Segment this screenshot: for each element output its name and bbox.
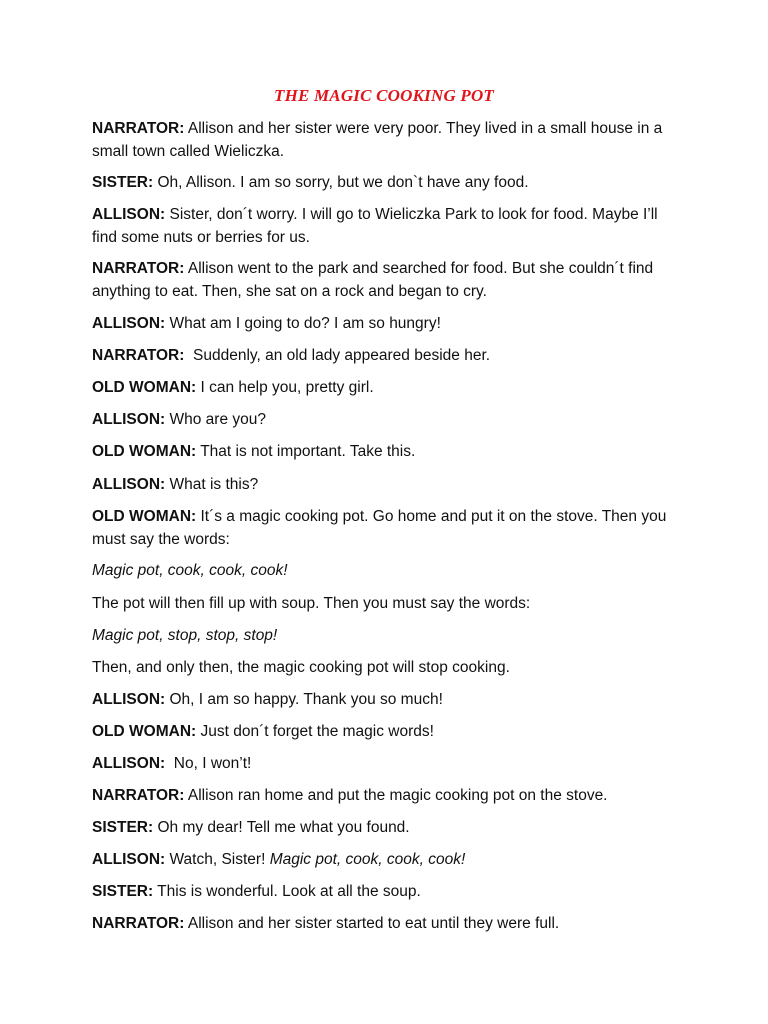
speaker-label: NARRATOR: (92, 120, 185, 137)
speaker-label: SISTER: (92, 819, 154, 836)
script-line (92, 313, 682, 336)
line-text: No, I won’t! (165, 755, 252, 772)
script-line (92, 689, 682, 712)
line-text: Watch, Sister! (165, 851, 270, 868)
magic-words-cook: Magic pot, cook, cook, cook! (92, 562, 288, 579)
line-text: Oh, Allison. I am so sorry, but we don`t have any food. (153, 174, 529, 191)
script-line (92, 377, 682, 400)
line-text: What is this? (165, 476, 259, 493)
line-text: Oh, I am so happy. Thank you so much! (165, 691, 443, 708)
speaker-label: SISTER: (92, 883, 154, 900)
script-line (92, 881, 682, 904)
speaker-label: NARRATOR: (92, 915, 185, 932)
speaker-label: ALLISON: (92, 851, 166, 868)
script-line (92, 258, 682, 303)
script-line (92, 204, 682, 249)
line-text: Oh my dear! Tell me what you found. (153, 819, 410, 836)
script-line (92, 506, 682, 551)
magic-words-stop: Magic pot, stop, stop, stop! (92, 627, 278, 644)
line-text: Allison and her sister were very poor. They lived in a small house in a small town called Wieliczka. (92, 120, 663, 160)
script-line (92, 474, 682, 497)
script-line (92, 913, 682, 936)
line-text: This is wonderful. Look at all the soup. (153, 883, 421, 900)
script-line (92, 785, 682, 808)
speaker-label: ALLISON: (92, 411, 166, 428)
line-text: Allison and her sister started to eat until they were full. (184, 915, 560, 932)
line-text: What am I going to do? I am so hungry! (165, 315, 441, 332)
speaker-label: NARRATOR: (92, 787, 185, 804)
script-line (92, 345, 682, 368)
script-line (92, 721, 682, 744)
speaker-label: OLD WOMAN: (92, 443, 197, 460)
speaker-label: NARRATOR: (92, 347, 185, 364)
line-text: Just don´t forget the magic words! (196, 723, 434, 740)
speaker-label: ALLISON: (92, 755, 166, 772)
speaker-label: ALLISON: (92, 206, 166, 223)
speaker-label: ALLISON: (92, 476, 166, 493)
speaker-label: NARRATOR: (92, 260, 185, 277)
speaker-label: ALLISON: (92, 315, 166, 332)
speaker-label: ALLISON: (92, 691, 166, 708)
line-text: Allison ran home and put the magic cooking pot on the stove. (184, 787, 608, 804)
line-text: Who are you? (165, 411, 266, 428)
line-text: It´s a magic cooking pot. Go home and put it on the stove. Then you must say the words: (92, 508, 667, 548)
script-line (92, 118, 682, 163)
narrative-line: Then, and only then, the magic cooking pot will stop cooking. (92, 659, 510, 676)
line-text: Suddenly, an old lady appeared beside her. (184, 347, 491, 364)
script-line (92, 849, 682, 872)
script-line (92, 441, 682, 464)
line-text: That is not important. Take this. (196, 443, 416, 460)
script-line (92, 172, 682, 195)
script-line (92, 409, 682, 432)
script-line (92, 753, 682, 776)
line-text: Allison went to the park and searched for food. But she couldn´t find anything to eat. Then, she sat on a rock and began to cry. (92, 260, 654, 300)
magic-words-inline: Magic pot, cook, cook, cook! (269, 851, 466, 868)
document-title: THE MAGIC COOKING POT (273, 86, 495, 105)
speaker-label: OLD WOMAN: (92, 723, 197, 740)
speaker-label: OLD WOMAN: (92, 508, 197, 525)
speaker-label: SISTER: (92, 174, 154, 191)
speaker-label: OLD WOMAN: (92, 379, 197, 396)
line-text: I can help you, pretty girl. (196, 379, 374, 396)
script-line (92, 817, 682, 840)
line-text: Sister, don´t worry. I will go to Wieliczka Park to look for food. Maybe I’ll find some nuts or berries for us. (92, 206, 658, 246)
narrative-line: The pot will then fill up with soup. Then you must say the words: (92, 595, 531, 612)
